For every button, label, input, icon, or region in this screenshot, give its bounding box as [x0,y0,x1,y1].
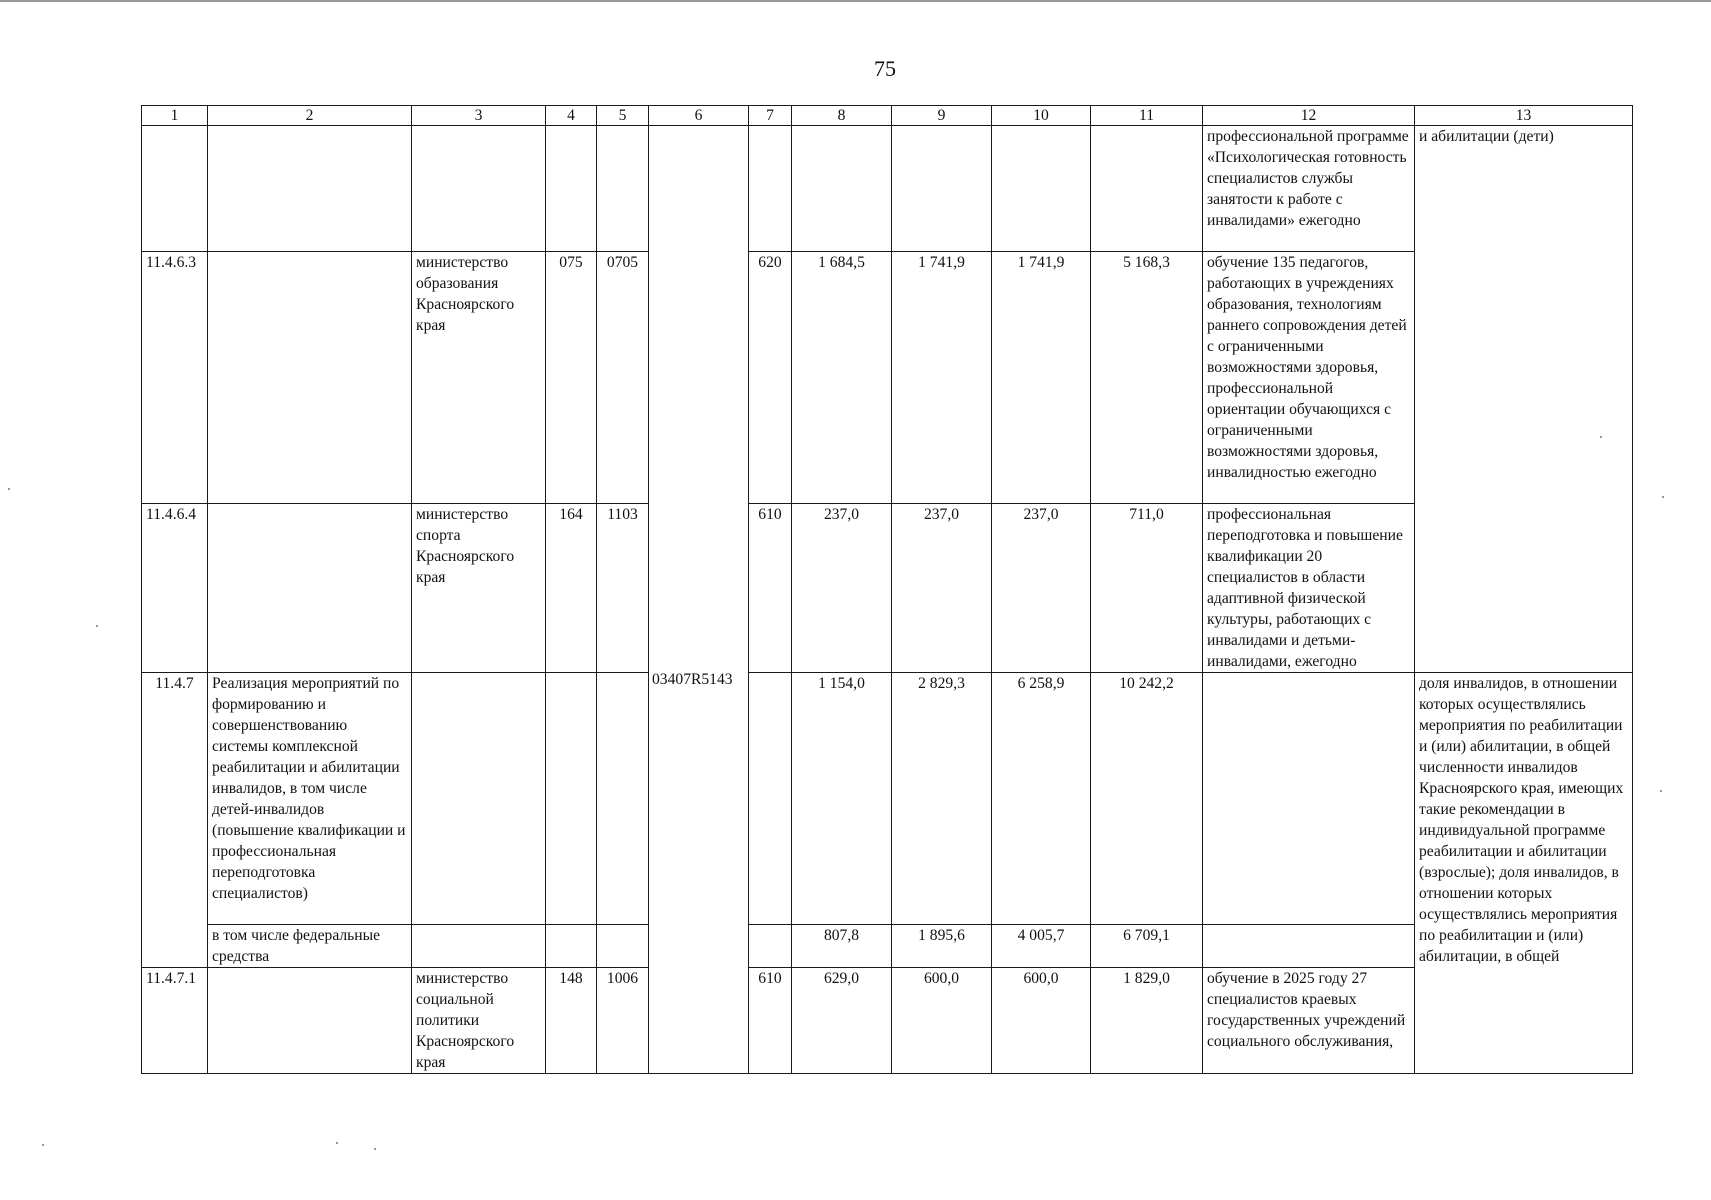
grbs-cell [546,925,597,968]
scan-speck [96,625,98,627]
rzpr-cell [597,925,649,968]
vr-cell: 610 [749,504,792,673]
scan-speck [1660,790,1662,792]
header-cell: 12 [1203,106,1415,126]
grbs-cell: 148 [546,968,597,1074]
result-cell: профессиональная переподготовка и повышение квалификации 20 специалистов в области адаптивной физической культуры, работающих с инвалидами и детьми-инвалидами, ежегодно [1203,504,1415,673]
agency-cell [412,126,546,252]
name-cell [208,126,412,252]
vr-cell [749,126,792,252]
header-row [142,106,1633,126]
agency-cell: министерство образования Красноярского края [412,252,546,504]
y2-cell: 1 895,6 [892,925,992,968]
y2-cell: 237,0 [892,504,992,673]
agency-cell [412,673,546,925]
y3-cell: 6 258,9 [992,673,1091,925]
header-cell: 11 [1091,106,1203,126]
table-row [142,925,1633,968]
table-row [142,252,1633,504]
rzpr-cell [597,126,649,252]
header-cell: 8 [792,106,892,126]
y1-cell: 1 684,5 [792,252,892,504]
scan-speck [336,1142,338,1144]
vr-cell [749,925,792,968]
table-row [142,504,1633,673]
name-cell: Реализация мероприятий по формированию и совершенствованию системы комплексной реабилитации и абилитации инвалидов, в том числе детей-инвалидов (повышение квалификации и профессиональная переподготовка специалистов) [208,673,412,925]
grbs-cell [546,126,597,252]
header-cell: 6 [649,106,749,126]
y3-cell: 4 005,7 [992,925,1091,968]
y1-cell: 807,8 [792,925,892,968]
grbs-cell: 075 [546,252,597,504]
code-cell: 11.4.6.3 [142,252,208,504]
y1-cell: 629,0 [792,968,892,1074]
agency-cell: министерство социальной политики Красноярского края [412,968,546,1074]
y3-cell: 237,0 [992,504,1091,673]
csr-cell [649,126,749,1074]
y2-cell: 2 829,3 [892,673,992,925]
agency-cell [412,925,546,968]
code-cell: 11.4.7.1 [142,968,208,1074]
table-row [142,673,1633,925]
total-cell: 1 829,0 [1091,968,1203,1074]
header-cell: 13 [1415,106,1633,126]
y3-cell [992,126,1091,252]
code-cell: 11.4.6.4 [142,504,208,673]
y3-cell: 600,0 [992,968,1091,1074]
code-cell: 11.4.7 [142,673,208,968]
name-cell [208,968,412,1074]
name-cell [208,252,412,504]
y2-cell [892,126,992,252]
name-cell: в том числе федеральные средства [208,925,412,968]
header-cell: 7 [749,106,792,126]
header-cell: 10 [992,106,1091,126]
rzpr-cell: 1006 [597,968,649,1074]
scan-speck [42,1144,44,1146]
total-cell: 10 242,2 [1091,673,1203,925]
vr-cell: 620 [749,252,792,504]
indicator-cell: доля инвалидов, в отношении которых осуществлялись мероприятия по реабилитации и (или) абилитации, в общей численности инвалидов Красноярского края, имеющих такие рекомендации в индивидуальной программе реабилитации и абилитации (взрослые); доля инвалидов, в отношении которых осуществлялись мероприятия по реабилитации и (или) абилитации, в общей [1415,673,1633,1074]
vr-cell [749,673,792,925]
scan-speck [374,1148,376,1150]
result-cell [1203,673,1415,925]
scan-speck [1600,436,1602,438]
csr-code: 03407R5143 [652,671,733,688]
rzpr-cell: 1103 [597,504,649,673]
budget-table [141,105,1633,1074]
vr-cell: 610 [749,968,792,1074]
result-cell: обучение 135 педагогов, работающих в учреждениях образования, технологиям раннего сопровождения детей с ограниченными возможностями здоровья, профессиональной ориентации обучающихся с ограниченными возможностями здоровья, инвалидностью ежегодно [1203,252,1415,504]
result-cell [1203,925,1415,968]
y1-cell: 237,0 [792,504,892,673]
scan-speck [8,488,10,490]
agency-cell: министерство спорта Красноярского края [412,504,546,673]
top-rule [0,0,1711,2]
y2-cell: 1 741,9 [892,252,992,504]
table-row [142,968,1633,1074]
grbs-cell [546,673,597,925]
rzpr-cell [597,673,649,925]
table-row [142,126,1633,252]
name-cell [208,504,412,673]
y1-cell [792,126,892,252]
rzpr-cell: 0705 [597,252,649,504]
scan-speck [1662,496,1664,498]
code-cell [142,126,208,252]
result-cell: профессиональной программе «Психологическая готовность специалистов службы занятости к работе с инвалидами» ежегодно [1203,126,1415,252]
header-cell: 1 [142,106,208,126]
page-number: 75 [874,56,896,81]
total-cell: 6 709,1 [1091,925,1203,968]
header-cell: 9 [892,106,992,126]
y3-cell: 1 741,9 [992,252,1091,504]
header-cell: 2 [208,106,412,126]
total-cell: 711,0 [1091,504,1203,673]
total-cell [1091,126,1203,252]
indicator-cell: и абилитации (дети) [1415,126,1633,673]
y1-cell: 1 154,0 [792,673,892,925]
grbs-cell: 164 [546,504,597,673]
y2-cell: 600,0 [892,968,992,1074]
result-cell: обучение в 2025 году 27 специалистов краевых государственных учреждений социального обслуживания, [1203,968,1415,1074]
header-cell: 5 [597,106,649,126]
header-cell: 4 [546,106,597,126]
header-cell: 3 [412,106,546,126]
total-cell: 5 168,3 [1091,252,1203,504]
